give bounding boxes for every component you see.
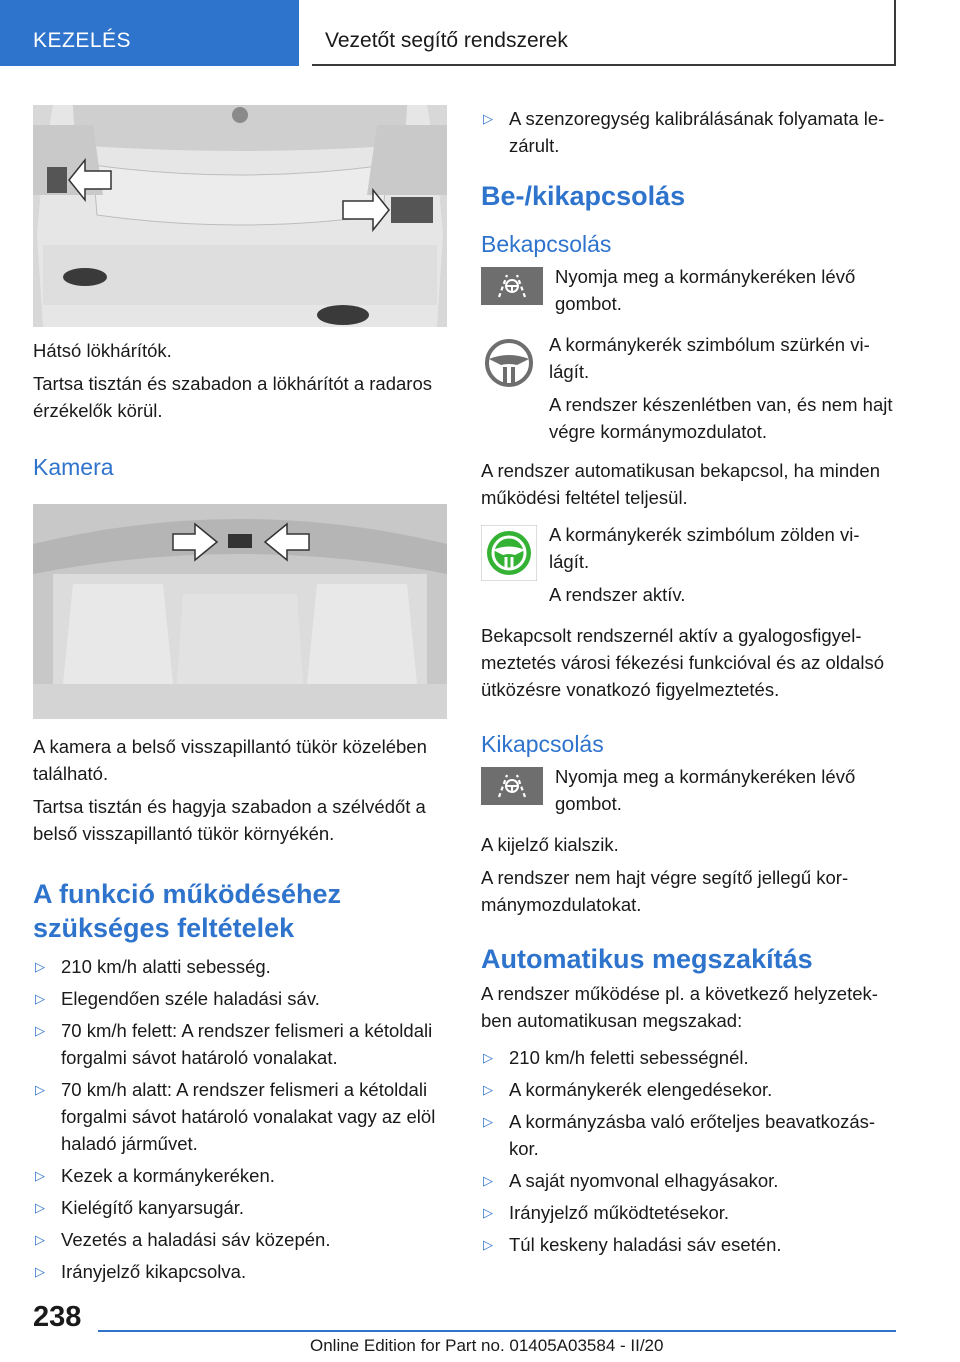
display-off-text: A kijelző kialszik. [481, 834, 619, 855]
active-features-text: Bekapcsolt rendszernél aktív a gyalogosfigyel-meztetés városi fékezési funkcióval és az oldalsó ütközésre vonatkozó figyelmeztetés. [481, 625, 885, 700]
list-item: ▷ A kormányzásba való erőteljes beavatkozás-kor. [481, 1108, 895, 1162]
page-number: 238 [33, 1301, 82, 1333]
bullet-triangle-icon: ▷ [483, 1082, 493, 1097]
steering-wheel-grey-icon [481, 335, 537, 396]
list-item: ▷ Elegendően széle haladási sáv. [33, 985, 447, 1012]
section-tab [0, 0, 299, 66]
list-item: ▷ A saját nyomvonal elhagyásakor. [481, 1167, 895, 1194]
bullet-triangle-icon: ▷ [35, 1200, 45, 1215]
list-item: ▷ A szenzoregység kalibrálásának folyamata le-zárult. [481, 105, 895, 159]
list-item: ▷ Irányjelző működtetésekor. [481, 1199, 895, 1226]
onoff-heading: Be-/kikapcsolás [481, 181, 686, 211]
bullet-triangle-icon: ▷ [35, 991, 45, 1006]
conditions-heading: A funkció működéséhez szükséges feltételek [33, 879, 342, 943]
left-column [33, 105, 447, 1290]
rear-bumper-image [33, 105, 447, 327]
grey-symbol-text: A kormánykerék szimbólum szürkén vi-lágít. [549, 334, 870, 382]
no-steer-text: A rendszer nem hajt végre segítő jellegű kor-mánymozdulatokat. [481, 867, 849, 915]
edition-text: Online Edition for Part no. 01405A03584 - II/20 [310, 1336, 664, 1355]
rear-bumper-text: Tartsa tisztán és szabadon a lökhárítót a radaros érzékelők körül. [33, 373, 432, 421]
list-item: ▷ Kezek a kormánykeréken. [33, 1162, 447, 1189]
camera-heading: Kamera [33, 454, 114, 480]
bullet-triangle-icon: ▷ [483, 1114, 493, 1129]
bullet-triangle-icon: ▷ [35, 959, 45, 974]
bullet-triangle-icon: ▷ [483, 1237, 493, 1252]
steering-wheel-green-icon [481, 525, 537, 586]
off-heading: Kikapcsolás [481, 731, 604, 757]
green-symbol-text: A kormánykerék szimbólum zölden vi-lágít. [549, 524, 860, 572]
page-header [0, 0, 960, 66]
green-symbol-row [481, 521, 895, 608]
camera-image [33, 504, 447, 719]
off-press-row [481, 763, 895, 817]
list-item: ▷ 210 km/h feletti sebességnél. [481, 1044, 895, 1071]
lane-assist-button-icon [481, 267, 543, 310]
rear-bumper-caption: Hátsó lökhárítók. [33, 340, 172, 361]
list-item: ▷ 70 km/h felett: A rendszer felismeri a kétoldali forgalmi sávot határoló vonalakat. [33, 1017, 447, 1071]
bullet-triangle-icon: ▷ [35, 1082, 45, 1097]
footer-divider [98, 1330, 896, 1332]
list-item: ▷ Irányjelző kikapcsolva. [33, 1258, 447, 1285]
abort-list [481, 1044, 895, 1258]
bullet-triangle-icon: ▷ [483, 1173, 493, 1188]
chapter-tab [312, 0, 896, 66]
bullet-triangle-icon: ▷ [483, 1050, 493, 1065]
list-item: ▷ Kielégítő kanyarsugár. [33, 1194, 447, 1221]
section-title: KEZELÉS [33, 29, 132, 52]
bullet-triangle-icon: ▷ [35, 1264, 45, 1279]
abort-heading: Automatikus megszakítás [481, 944, 813, 974]
list-item: ▷ 210 km/h alatti sebesség. [33, 953, 447, 980]
list-item: ▷ Túl keskeny haladási sáv esetén. [481, 1231, 895, 1258]
calibration-list [481, 105, 895, 159]
right-column [481, 105, 895, 1263]
abort-intro-text: A rendszer működése pl. a következő helyzetek-ben automatikusan megszakad: [481, 983, 878, 1031]
bullet-triangle-icon: ▷ [35, 1232, 45, 1247]
on-press-text: Nyomja meg a kormánykeréken lévő gombot. [555, 266, 856, 314]
conditions-list [33, 953, 447, 1285]
lane-assist-button-icon [481, 767, 543, 810]
auto-on-text: A rendszer automatikusan bekapcsol, ha minden működési feltétel teljesül. [481, 460, 881, 508]
chapter-title: Vezetőt segítő rendszerek [325, 29, 568, 52]
grey-symbol-row [481, 331, 895, 445]
ready-text-line1: A rendszer készenlétben van, és nem hajt végre kormánymozdulatot. [549, 394, 893, 442]
bullet-triangle-icon: ▷ [35, 1168, 45, 1183]
on-heading: Bekapcsolás [481, 231, 612, 257]
on-press-row [481, 263, 895, 317]
active-text: A rendszer aktív. [549, 584, 686, 605]
list-item: ▷ 70 km/h alatt: A rendszer felismeri a kétoldali forgalmi sávot határoló vonalakat vagy az elöl haladó járművet. [33, 1076, 447, 1157]
bullet-triangle-icon: ▷ [35, 1023, 45, 1038]
off-press-text: Nyomja meg a kormánykeréken lévő gombot. [555, 766, 856, 814]
bullet-triangle-icon: ▷ [483, 111, 493, 126]
list-item: ▷ Vezetés a haladási sáv közepén. [33, 1226, 447, 1253]
list-item: ▷ A kormánykerék elengedésekor. [481, 1076, 895, 1103]
camera-text: Tartsa tisztán és hagyja szabadon a szélvédőt a belső visszapillantó tükör környékén. [33, 796, 426, 844]
camera-caption: A kamera a belső visszapillantó tükör közelében található. [33, 736, 427, 784]
bullet-triangle-icon: ▷ [483, 1205, 493, 1220]
